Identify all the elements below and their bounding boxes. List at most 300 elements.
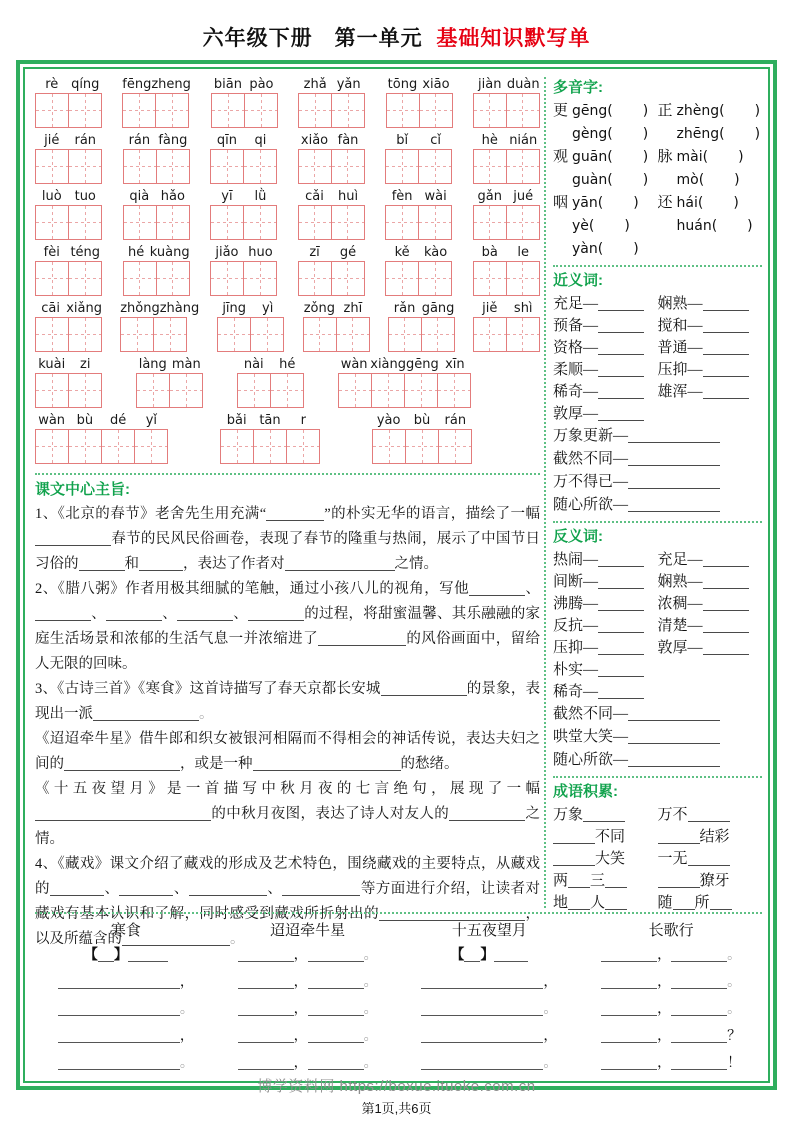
pinyin-label [388,301,455,316]
blank-line [703,619,749,634]
writing-cell [506,149,540,184]
pinyin-word [123,133,190,184]
pinyin-word [35,133,102,184]
text-segment: 。 [543,1056,558,1071]
word: 充足— [657,552,703,568]
blank-line [189,882,267,896]
writing-boxes [35,373,102,408]
word-item [553,571,658,593]
writing-boxes [35,149,102,184]
pinyin-syllable: pào [249,77,274,92]
pinyin-word [237,357,304,408]
text-segment: 的愁绪。 [400,756,459,772]
pinyin-syllable: nài [243,357,264,372]
writing-boxes [123,149,190,184]
chengyu-line [553,826,762,848]
word-item [553,293,658,315]
duoyin-line [553,215,762,238]
pinyin-row [35,189,540,240]
word-item [658,549,763,571]
poem-line [35,1023,217,1050]
writing-boxes [35,205,102,240]
word-pair-line [553,549,762,571]
word: 雄浑— [657,384,703,400]
blank-line [601,1029,657,1043]
pinyin-label [385,189,452,204]
pinyin-syllable: bà [481,245,498,260]
writing-cell [253,429,287,464]
word-item [553,637,658,659]
pinyin-syllable: gāng [421,301,455,316]
text-segment: ， [657,1056,672,1071]
writing-boxes [303,317,370,352]
writing-cell [220,429,254,464]
chengyu-line [553,870,762,892]
blank-line [308,1056,364,1070]
pinyin-word [385,245,452,296]
word-pair-line [553,615,762,637]
text-segment: 。 [179,1056,194,1071]
paragraph [35,502,540,577]
text-segment: 。 [230,931,245,947]
blank-line [308,975,364,989]
paren-close: ) [642,172,649,188]
writing-boxes [298,93,365,128]
writing-cell [438,429,472,464]
paragraph [35,777,540,852]
blank-line [35,807,211,821]
poem-column [217,920,399,1077]
blank-line [601,948,657,962]
chengyu-item [658,826,763,848]
pinyin-label [35,133,102,148]
blank-line [598,385,644,400]
writing-cell [120,317,154,352]
pinyin-row [35,133,540,184]
writing-cell [473,261,507,296]
pinyin-word [210,245,277,296]
pinyin-label [298,245,365,260]
pinyin-word [136,357,203,408]
text-segment: 2、《腊八粥》作者用极其细腻的笔触，通过小孩八儿的视角，写他 [35,581,470,597]
hanzi: 正 [657,103,673,119]
pinyin-label [338,357,471,372]
writing-cell [372,429,406,464]
word-item [658,637,763,659]
writing-cell [298,149,332,184]
pinyin-syllable: jié [44,133,60,148]
chengyu-title: 成语积累: [553,783,618,800]
writing-cell [156,149,190,184]
blank-line [703,363,749,378]
text-segment: ， [657,975,672,990]
blank-line [238,975,294,989]
pinyin-word [473,301,540,352]
duoyin-line [553,169,762,192]
pinyin-syllable: bù [76,413,94,428]
pinyin-label [210,133,277,148]
blank-line [601,1002,657,1016]
poem-line [580,942,762,969]
writing-cell [156,205,190,240]
writing-cell [473,205,507,240]
pinyin-word [386,77,453,128]
pinyin-word [338,357,471,408]
word-item [553,593,658,615]
word-pair-line [553,403,762,425]
writing-cell [418,261,452,296]
blank-line [308,1002,364,1016]
blank-line [628,429,720,444]
text-segment: 《迢迢牵牛星》借牛郎和织女被银河相隔而不得相会的神话传说，表达夫妇之间的 [35,731,540,772]
blank-line [106,607,162,621]
pinyin-syllable: le [517,245,530,260]
pinyin-syllable: zī [309,245,320,260]
blank-line [601,1056,657,1070]
blank-line [568,896,590,911]
writing-cell [418,149,452,184]
pinyin-word [372,413,472,464]
poem-line [217,996,399,1023]
blank-line [469,582,525,596]
blank-line [688,852,730,867]
blank-line [318,632,406,646]
blank-line [703,641,749,656]
pinyin-syllable: bù [413,413,431,428]
text-segment: ，或是一种 [180,756,253,772]
writing-cell [331,149,365,184]
pinyin-syllable: xīn [445,357,465,372]
text-segment: 的中秋月夜图，表达了诗人对友人的 [211,806,450,822]
pinyin-syllable: xiàng [370,357,407,372]
writing-cell [404,373,438,408]
writing-cell [331,93,365,128]
text-segment: ， [657,1002,672,1017]
text-segment: 大笑 [595,851,626,867]
word-item [553,359,658,381]
duoyin-entry [658,238,763,261]
pinyin-syllable: duàn [506,77,540,92]
blank-line [381,682,467,696]
pinyin-word [35,413,168,464]
writing-cell [35,93,69,128]
blank-line [598,575,644,590]
writing-cell [418,205,452,240]
pinyin-word [473,77,540,128]
jinyici-title: 近义词: [553,272,603,289]
text-segment: ，以及所蕴含的 [35,906,541,947]
word: 压抑— [553,640,599,656]
pinyin-syllable: qi [254,133,267,148]
writing-cell [68,93,102,128]
word-item-long [553,703,762,726]
writing-cell [134,429,168,464]
blank-line [58,1002,180,1016]
pinyin-syllable: zǒng [303,301,335,316]
paren-close: ) [747,218,753,234]
text-segment: 。 [179,1002,194,1017]
writing-boxes [217,317,284,352]
text-segment: 结彩 [699,829,730,845]
writing-boxes [388,317,455,352]
dotted-divider [553,776,762,778]
paren-close: ) [642,126,649,142]
poem-line [217,942,399,969]
writing-cell [123,261,157,296]
writing-cell [68,317,102,352]
pinyin-reading: hái( [676,195,704,211]
text-segment: 。 [727,975,742,990]
pinyin-syllable: qià [129,189,150,204]
word: 朴实— [553,662,599,678]
writing-boxes [210,261,277,296]
writing-cell [156,261,190,296]
text-segment: 的风俗画面中，留给人无限的回味。 [35,631,541,672]
blank-line [494,948,528,962]
blank-line [238,1029,294,1043]
writing-cell [123,205,157,240]
poem-column [580,920,762,1077]
text-segment: 【 [450,948,465,963]
pinyin-syllable: qíng [71,77,100,92]
word-item [553,381,658,403]
word-item [553,549,658,571]
dotted-divider [35,473,540,475]
text-segment: ， [543,1029,558,1044]
text-segment: ”的朴实无华的语言，描绘了一幅 [324,506,540,522]
pinyin-word [35,189,102,240]
blank-line [266,507,324,521]
writing-cell [35,373,69,408]
pinyin-syllable: jīng [222,301,247,316]
duoyin-entry [553,100,658,123]
pinyin-word [220,413,320,464]
blank-line [35,607,91,621]
text-segment: 、 [525,581,540,597]
pinyin-syllable: fèn [391,189,413,204]
writing-cell [35,317,69,352]
left-column [35,77,541,947]
page-title [0,0,793,52]
text-segment: 三 [590,873,606,889]
word-item [553,315,658,337]
writing-boxes [298,205,365,240]
blank-line [673,896,695,911]
blank-line [628,452,720,467]
writing-cell [286,429,320,464]
word-pair-line [553,681,762,703]
poem-line [217,1023,399,1050]
writing-cell [506,205,540,240]
pinyin-word [473,245,540,296]
pinyin-syllable: gēng [406,357,439,372]
fanyici-lines [553,549,762,772]
text-segment: 地 [553,895,569,911]
duoyin-entry [658,123,763,146]
pinyin-label [473,245,540,260]
pinyin-reading: yàn( [572,241,604,257]
dotted-divider [553,265,762,267]
writing-cell [243,261,277,296]
text-segment: 、 [266,881,283,897]
writing-cell [68,261,102,296]
pinyin-word [473,189,540,240]
pinyin-word [217,301,284,352]
pinyin-label [35,189,102,204]
writing-cell [35,429,69,464]
paren-close: ) [738,149,744,165]
word-item [658,615,763,637]
text-segment: 3、《古诗三首》《寒食》这首诗描写了春天京都长安城 [35,681,381,697]
text-segment: ， [657,1029,672,1044]
duoyin-line [553,146,762,169]
word: 哄堂大笑— [553,729,629,745]
duoyin-entry [553,146,658,169]
pinyin-label [298,189,365,204]
pinyin-word [35,357,102,408]
pinyin-word [385,189,452,240]
duoyin-entry [658,215,763,238]
blank-line [703,553,749,568]
pinyin-label [123,245,190,260]
word-item [553,403,658,425]
text-segment: 【 [83,948,98,963]
writing-boxes [35,261,102,296]
pinyin-syllable: rán [74,133,97,148]
pinyin-syllable: lǜ [254,189,267,204]
blank-line [308,1029,364,1043]
text-segment: 所 [694,895,710,911]
blank-line [553,852,595,867]
writing-boxes [298,149,365,184]
pinyin-word [35,77,102,128]
pinyin-syllable: jiǎo [215,245,239,260]
blank-line [253,757,401,771]
duoyin-entry [553,169,658,192]
paragraph [35,677,540,727]
writing-boxes [473,261,540,296]
blank-line [703,319,749,334]
blank-line [598,663,644,678]
text-segment: 两 [553,873,569,889]
pinyin-word [303,301,370,352]
sidebar [544,77,762,911]
poem-line [580,1050,762,1077]
writing-cell [388,317,422,352]
blank-line [598,407,644,422]
pinyin-reading: guàn( [572,172,613,188]
pinyin-syllable: kuài [38,357,66,372]
paren-close: ) [754,103,761,119]
pinyin-label [211,77,278,92]
text-segment: 】 [113,948,128,963]
pinyin-syllable: r [300,413,306,428]
pinyin-label [35,301,102,316]
text-segment: 等方面进行介绍，让读者对藏戏有基本认识和了解，同时感受到藏戏所折射出的 [35,881,541,922]
chengyu-line [553,804,762,826]
writing-cell [336,317,370,352]
zhuzhi-title: 课文中心主旨: [35,481,130,498]
writing-cell [303,317,337,352]
blank-line [421,1002,543,1016]
blank-line [605,874,627,889]
poem-line [399,969,581,996]
writing-boxes [136,373,203,408]
pinyin-word [35,245,102,296]
blank-line [628,707,720,722]
paragraph [35,577,540,677]
word-item-long [553,494,762,517]
writing-boxes [122,93,191,128]
text-segment: 。 [199,706,214,722]
word: 浓稠— [657,596,703,612]
text-segment: ， [179,975,194,990]
word: 稀奇— [553,384,599,400]
hanzi: 咽 [553,195,569,211]
word-pair-line [553,659,762,681]
poem-title: 迢迢牵牛星 [270,923,346,939]
writing-cell [298,205,332,240]
pinyin-word [473,133,540,184]
pinyin-syllable: gǎn [477,189,502,204]
writing-cell [243,205,277,240]
pinyin-label [122,77,191,92]
pinyin-syllable: kào [424,245,448,260]
blank-line [177,607,233,621]
blank-line [285,557,395,571]
pinyin-label [120,301,199,316]
blank-line [628,753,720,768]
writing-cell [101,429,135,464]
blank-line [688,808,730,823]
pinyin-reading: huán( [676,218,718,234]
word: 沸腾— [553,596,599,612]
poem-line [399,1050,581,1077]
pinyin-word [385,133,452,184]
writing-cell [211,93,245,128]
poem-line [399,942,581,969]
pinyin-syllable: kě [394,245,410,260]
text-segment: ， [293,948,308,963]
writing-boxes [385,261,452,296]
duoyin-line [553,123,762,146]
poem-line [399,996,581,1023]
pinyin-label [210,245,277,260]
pinyin-syllable: xiǎng [66,301,102,316]
word: 万不得已— [553,474,629,490]
text-segment: ， [657,948,672,963]
blank-line [282,882,360,896]
pinyin-row [35,301,540,352]
word-pair-line [553,571,762,593]
chengyu-item [553,848,658,870]
word-item [553,659,658,681]
poem-title: 十五夜望月 [451,923,527,939]
chengyu-item [553,870,658,892]
poem-line [580,969,762,996]
pinyin-syllable: cāi [41,301,60,316]
writing-cell [68,429,102,464]
hanzi: 脉 [657,149,673,165]
duoyin-entry [553,192,658,215]
pinyin-syllable: zhàng [159,301,200,316]
writing-boxes [338,373,471,408]
blank-line [703,597,749,612]
writing-cell [331,261,365,296]
text-segment: 一无 [657,851,688,867]
pinyin-label [303,301,370,316]
pinyin-syllable: yǎn [336,77,361,92]
